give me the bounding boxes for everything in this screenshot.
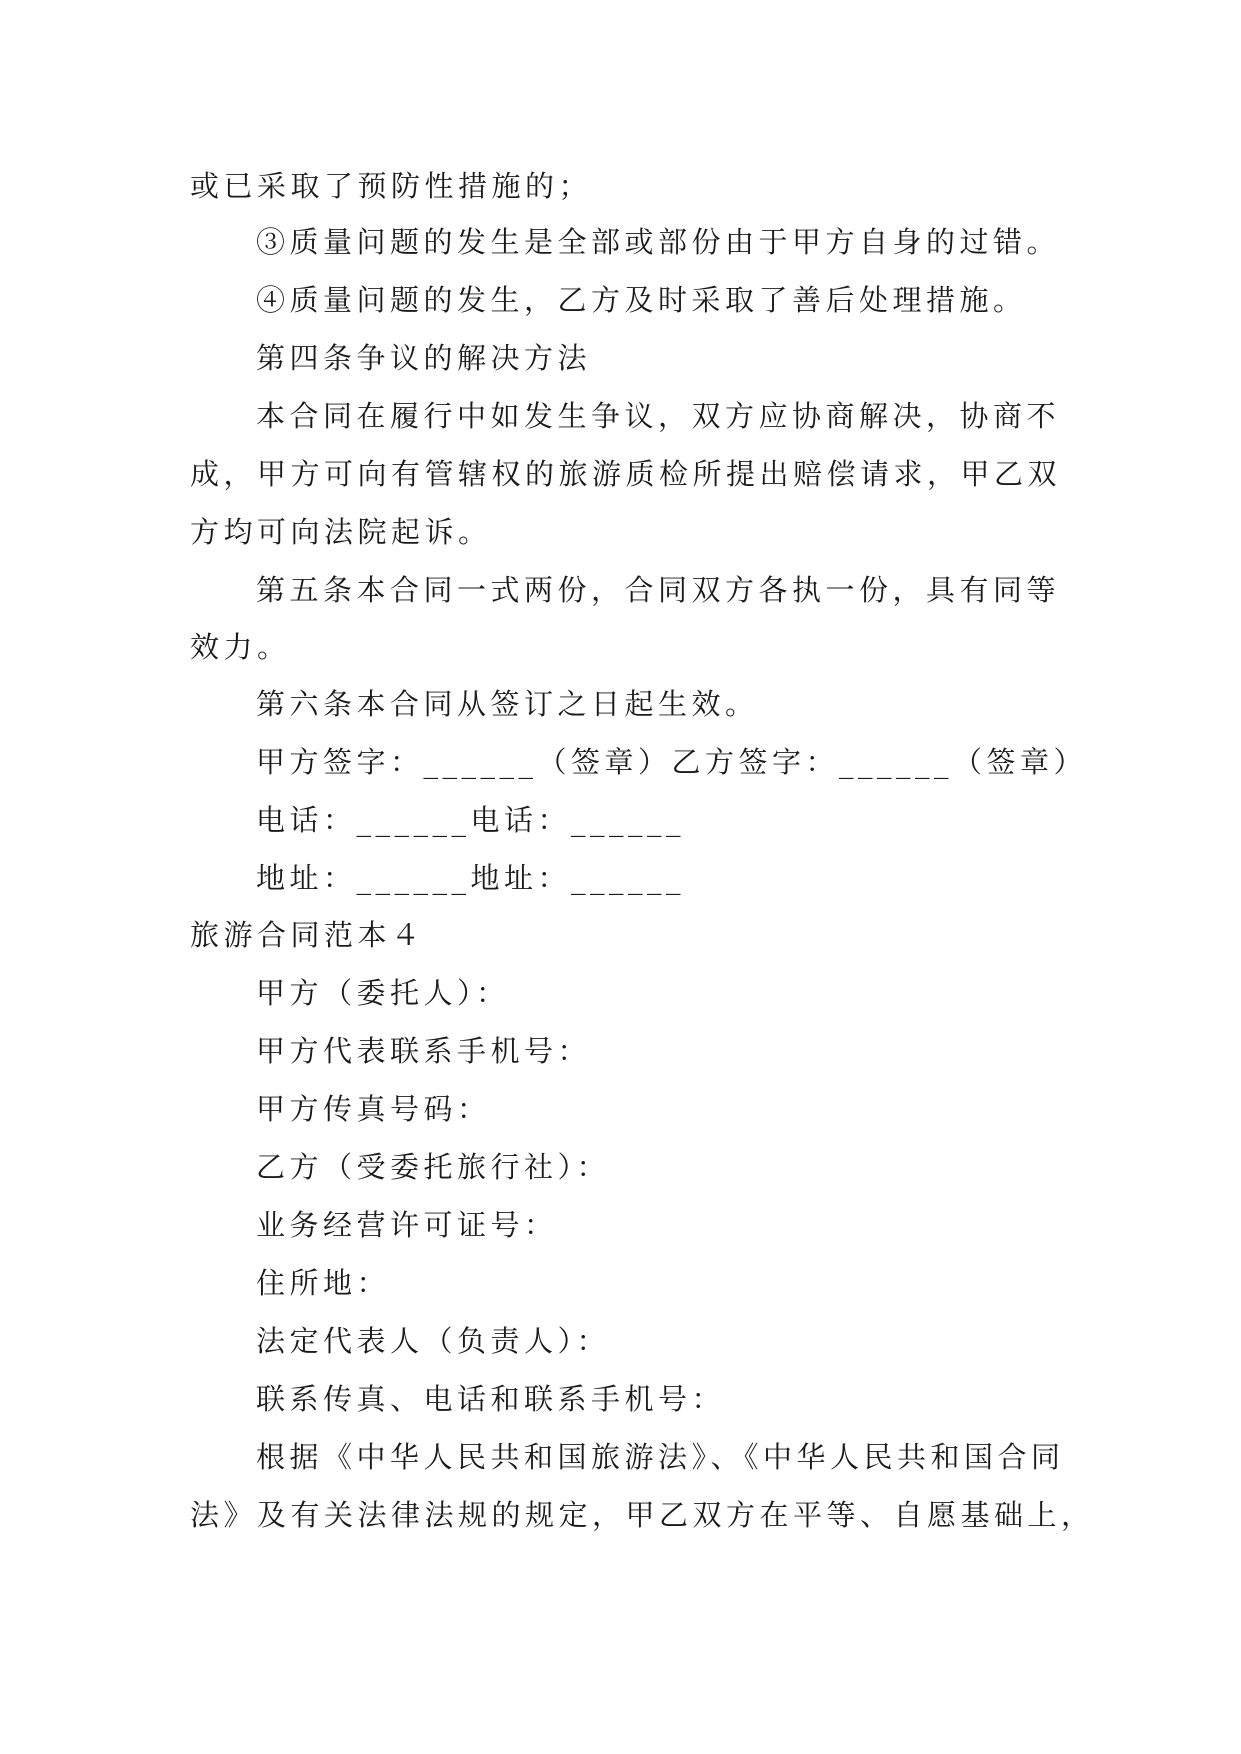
field-line: 乙方（受委托旅行社）： bbox=[256, 1150, 611, 1184]
section-heading: 第四条争议的解决方法 bbox=[256, 341, 592, 375]
text-line: 法》及有关法律法规的规定，甲乙双方在平等、自愿基础上， bbox=[190, 1498, 1095, 1532]
text-line: ③质量问题的发生是全部或部份由于甲方自身的过错。 bbox=[256, 225, 1061, 259]
address-line: 地址：______地址：______ bbox=[256, 861, 686, 895]
field-line: 甲方传真号码： bbox=[256, 1092, 491, 1126]
text-line: 方均可向法院起诉。 bbox=[190, 515, 492, 549]
text-line: 或已采取了预防性措施的； bbox=[190, 169, 593, 203]
text-line: 效力。 bbox=[190, 630, 291, 664]
field-line: 住所地： bbox=[256, 1266, 391, 1300]
phone-line: 电话：______电话：______ bbox=[256, 803, 686, 837]
field-line: 甲方（委托人）： bbox=[256, 976, 510, 1010]
text-line: 本合同在履行中如发生争议，双方应协商解决，协商不 bbox=[256, 399, 1061, 433]
field-line: 法定代表人（负责人）： bbox=[256, 1324, 611, 1358]
text-line: ④质量问题的发生，乙方及时采取了善后处理措施。 bbox=[256, 283, 1027, 317]
text-line: 根据《中华人民共和国旅游法》、《中华人民共和国合同 bbox=[256, 1440, 1065, 1474]
field-line: 联系传真、电话和联系手机号： bbox=[256, 1382, 726, 1416]
text-line: 成，甲方可向有管辖权的旅游质检所提出赔偿请求，甲乙双 bbox=[190, 457, 1062, 491]
text-line: 第五条本合同一式两份，合同双方各执一份，具有同等 bbox=[256, 573, 1061, 607]
field-line: 甲方代表联系手机号： bbox=[256, 1034, 592, 1068]
text-line: 第六条本合同从签订之日起生效。 bbox=[256, 687, 759, 721]
document-title: 旅游合同范本４ bbox=[190, 918, 425, 952]
field-line: 业务经营许可证号： bbox=[256, 1208, 558, 1242]
signature-line: 甲方签字：______（签章）乙方签字：______（签章） bbox=[256, 745, 1088, 779]
